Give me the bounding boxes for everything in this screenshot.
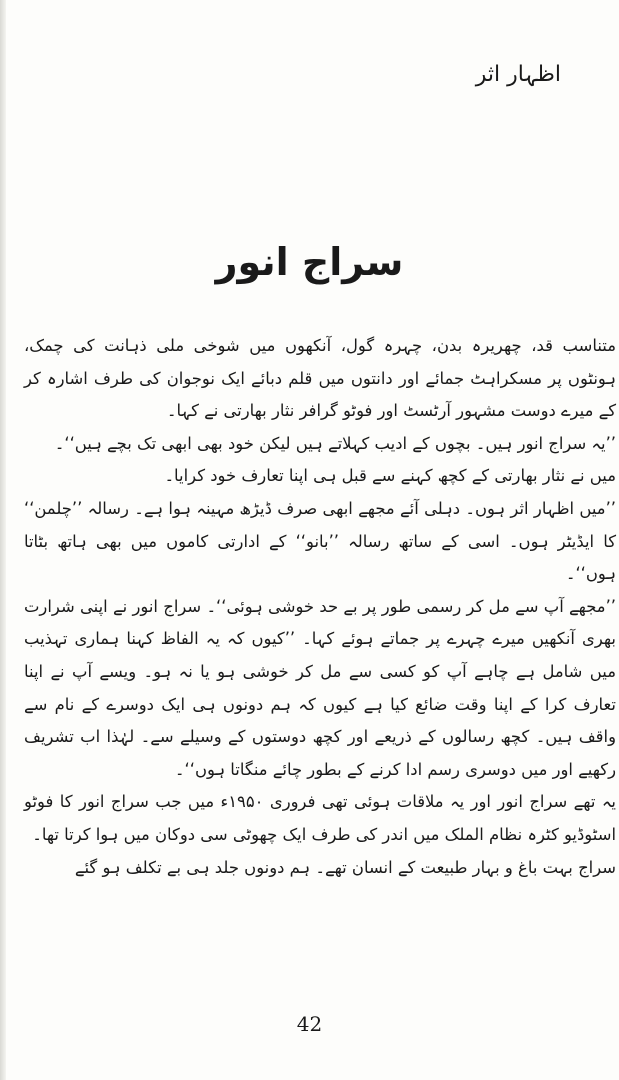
paragraph-self-intro: میں نے نثار بھارتی کے کچھ کہنے سے قبل ہی اپنا تعارف خود کرایا۔ bbox=[164, 466, 616, 486]
chapter-title: سراج انور bbox=[215, 240, 404, 284]
article-body bbox=[24, 330, 616, 884]
page-number: 42 bbox=[296, 1012, 323, 1036]
page-edge-shadow bbox=[0, 0, 6, 1080]
paragraph-izhar-quote: ’’میں اظہار اثر ہوں۔ دہلی آئے مجھے ابھی صرف ڈیڑھ مہینہ ہوا ہے۔ رسالہ ’’چلمن‘‘ کا ایڈیٹر ہوں۔ اسی کے ساتھ رسالہ ’’بانو‘‘ کے ادارتی کاموں میں بھی ہاتھ بٹاتا ہوں‘‘۔ bbox=[24, 498, 616, 584]
author-name: اظہار اثر bbox=[475, 62, 561, 87]
paragraph-meeting: یہ تھے سراج انور اور یہ ملاقات ہوئی تھی فروری ۱۹۵۰ء میں جب سراج انور کا فوٹو اسٹوڈیو کٹرہ نظام الملک میں اندر کی طرف ایک چھوٹی سی دوکان میں ہوا کرتا تھا۔ bbox=[24, 792, 616, 844]
paragraph-quote-nisar: ’’یہ سراج انور ہیں۔ بچوں کے ادیب کہلاتے ہیں لیکن خود بھی ابھی تک بچے ہیں‘‘۔ bbox=[54, 433, 616, 453]
paragraph-closing: سراج بہت باغ و بہار طبیعت کے انسان تھے۔ ہم دونوں جلد ہی بے تکلف ہو گئے bbox=[74, 857, 616, 877]
paragraph-intro: متناسب قد، چھریرہ بدن، چہرہ گول، آنکھوں میں شوخی ملی ذہانت کی چمک، ہونٹوں پر مسکراہٹ جمائے اور دانتوں میں قلم دبائے ایک نوجوان کی طرف اشارہ کر کے میرے دوست مشہور آرٹسٹ اور فوٹو گرافر نثار بھارتی نے کہا۔ bbox=[24, 336, 616, 421]
paragraph-siraj-reply: ’’مجھے آپ سے مل کر رسمی طور پر بے حد خوشی ہوئی‘‘۔ سراج انور نے اپنی شرارت بھری آنکھیں میرے چہرے پر جماتے ہوئے کہا۔ ’’کیوں کہ یہ الفاظ کہنا ہماری تہذیب میں شامل ہے چاہے آپ کو کسی سے مل کر خوشی ہو یا نہ ہو۔ ویسے آپ نے اپنا تعارف کرا کے اپنا وقت ضائع کیا ہے کیوں کہ ہم دونوں ہی ایک دوسرے کے نام سے واقف ہیں۔ کچھ رسالوں کے ذریعے اور کچھ دوستوں کے وسیلے سے۔ لہٰذا اب تشریف رکھیے اور میں دوسری رسم ادا کرنے کے بطور چائے منگاتا ہوں‘‘۔ bbox=[24, 596, 616, 779]
